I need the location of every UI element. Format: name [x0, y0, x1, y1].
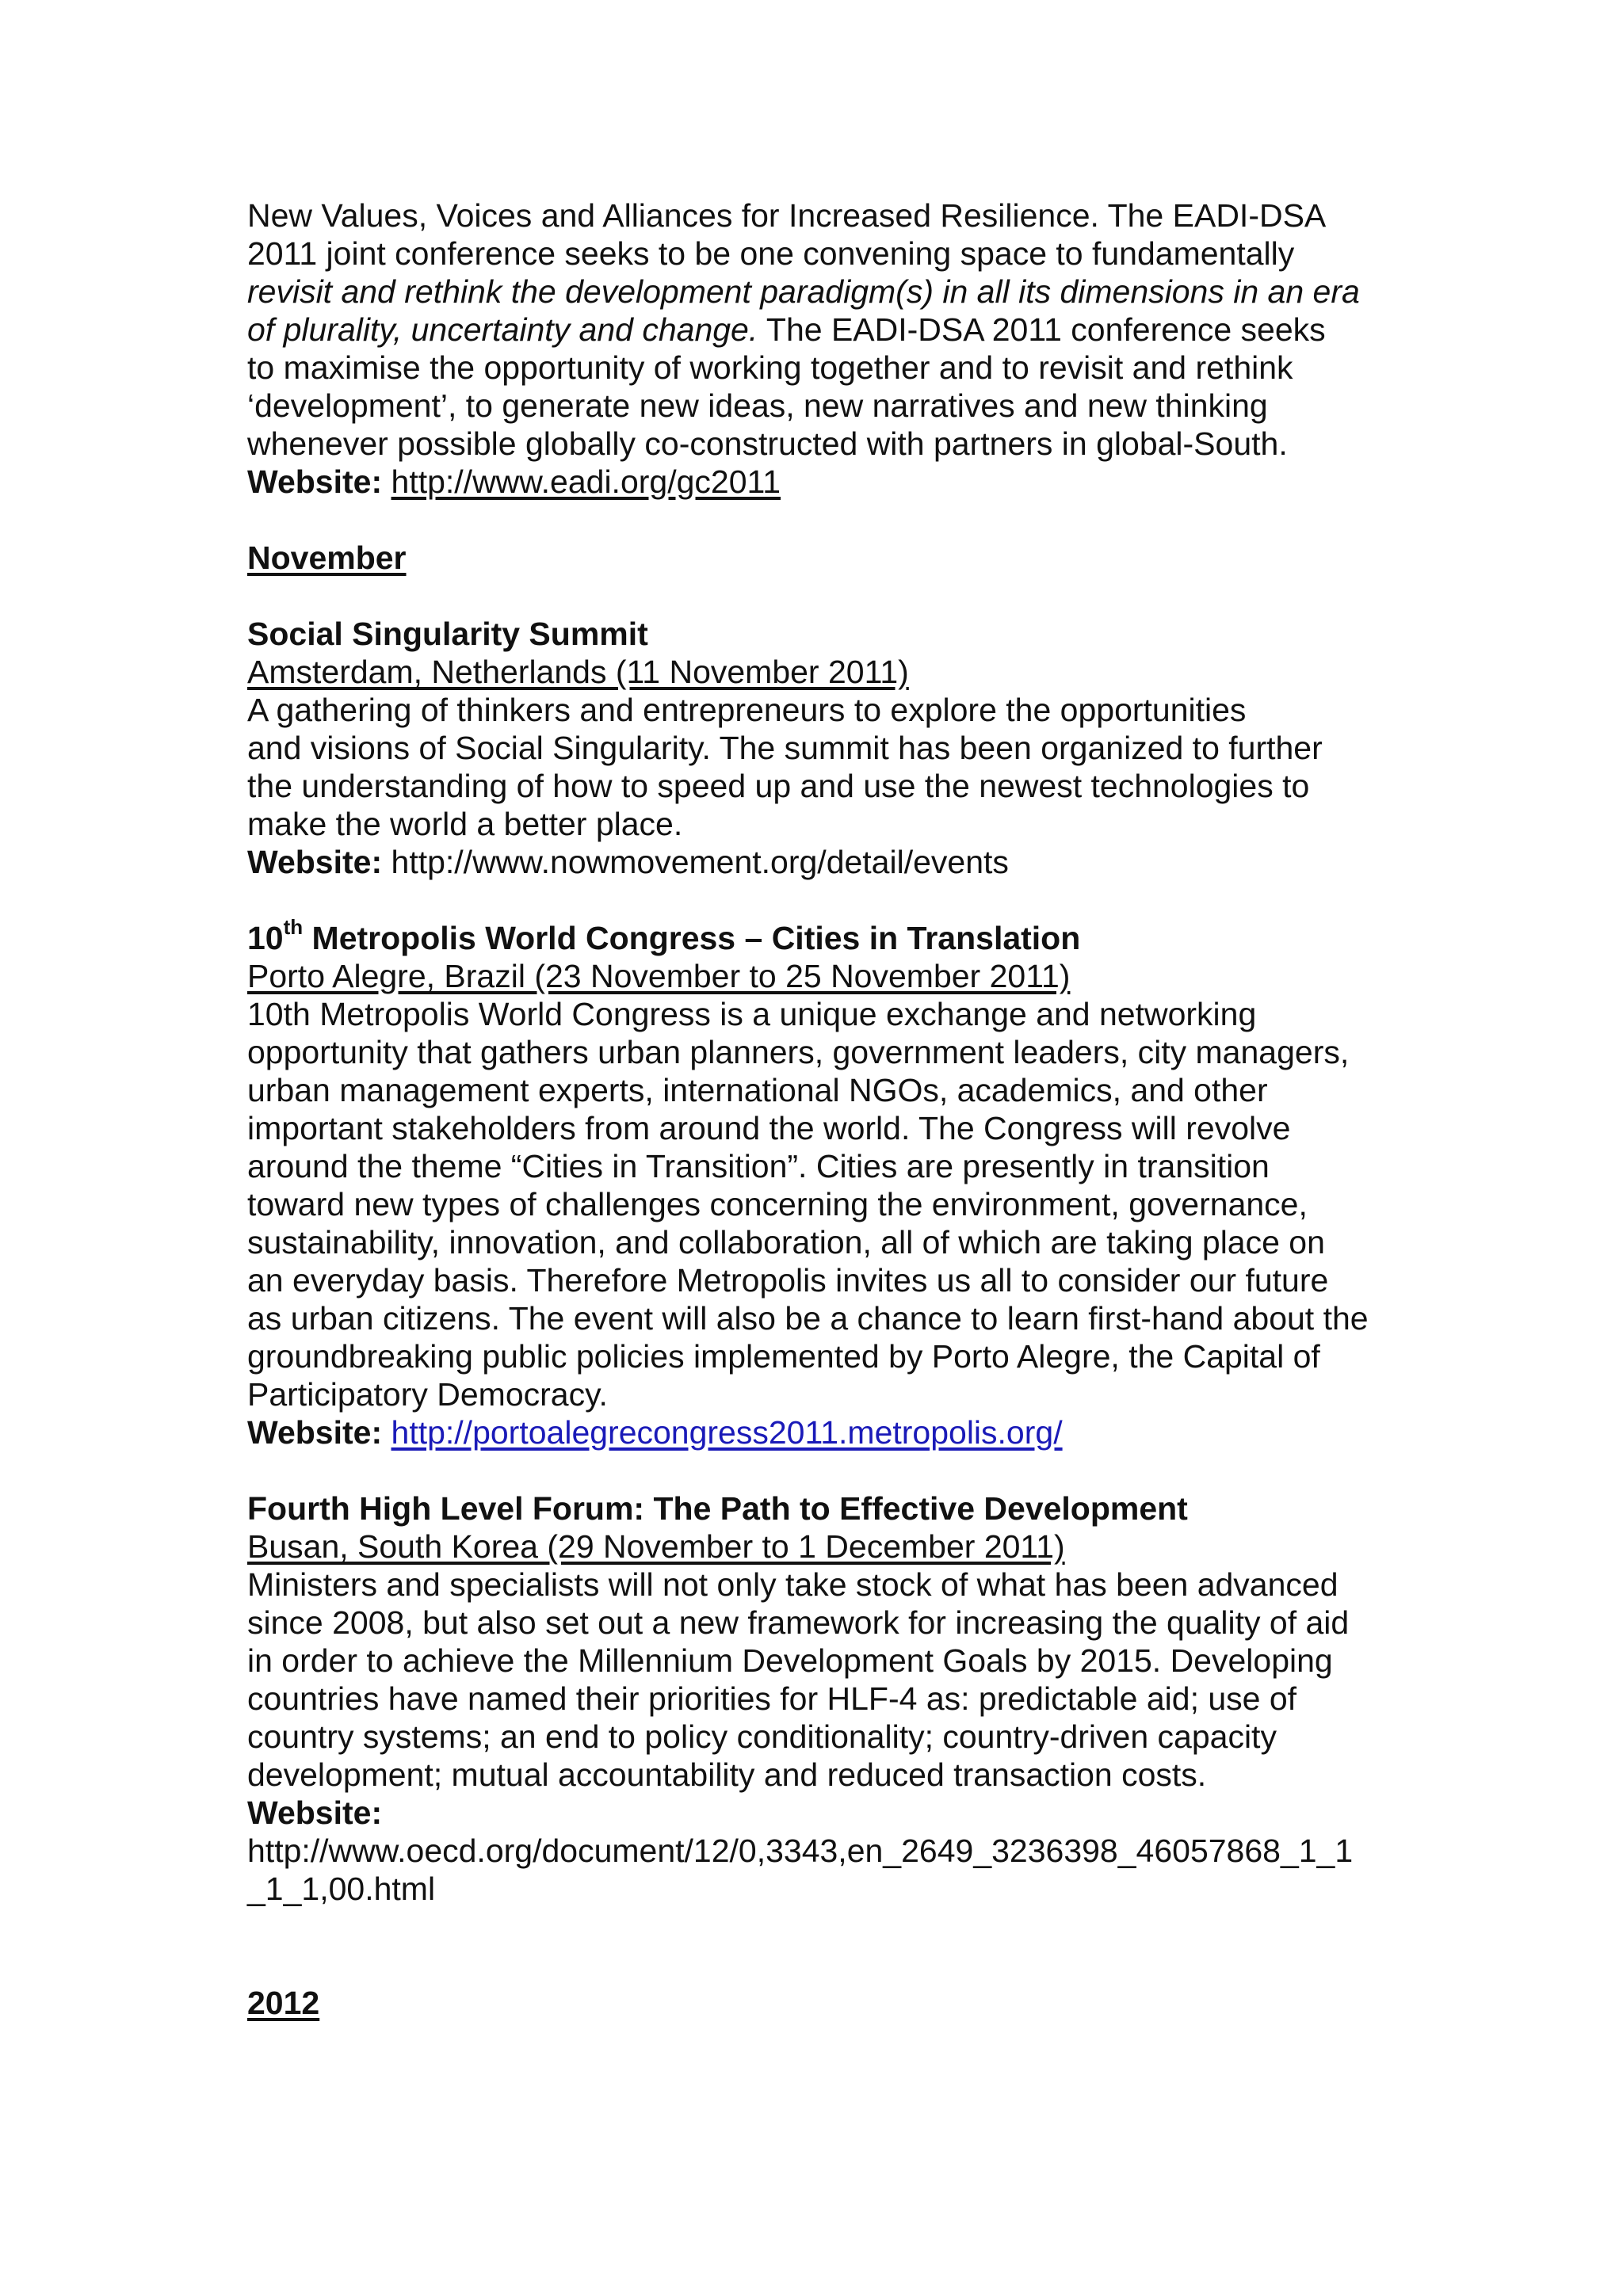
event-description-line: and visions of Social Singularity. The summit has been organized to further: [247, 730, 1323, 766]
event-title: Fourth High Level Forum: The Path to Effective Development: [247, 1490, 1188, 1527]
event-description-line: groundbreaking public policies implemented by Porto Alegre, the Capital of: [247, 1338, 1320, 1375]
intro-line: to maximise the opportunity of working together and to revisit and rethink: [247, 349, 1293, 386]
event-description-line: opportunity that gathers urban planners, government leaders, city managers,: [247, 1034, 1350, 1070]
event-description-line: toward new types of challenges concerning the environment, governance,: [247, 1186, 1308, 1222]
year-heading-2012: 2012: [247, 1985, 320, 2021]
intro-line-italic: revisit and rethink the development paradigm(s) in all its dimensions in an era: [247, 273, 1360, 310]
nowmovement-website-link[interactable]: http://www.nowmovement.org/detail/events: [391, 844, 1009, 880]
event-high-level-forum: [247, 1489, 1396, 1908]
event-description-line: make the world a better place.: [247, 806, 683, 842]
intro-website-row: [247, 463, 1396, 501]
intro-line: whenever possible globally co-constructed with partners in global-South.: [247, 425, 1288, 462]
document-page: [247, 196, 1396, 2022]
event-description-line: sustainability, innovation, and collaboration, all of which are taking place on: [247, 1224, 1325, 1261]
event-description-line: 10th Metropolis World Congress is a unique exchange and networking: [247, 996, 1257, 1032]
event-title-superscript: th: [283, 915, 304, 940]
website-label: Website:: [247, 844, 383, 880]
event-description-line: in order to achieve the Millennium Development Goals by 2015. Developing: [247, 1642, 1333, 1679]
event-description-line: around the theme “Cities in Transition”. Cities are presently in transition: [247, 1148, 1270, 1184]
intro-line: 2011 joint conference seeks to be one convening space to fundamentally: [247, 235, 1295, 272]
website-label: Website:: [247, 1414, 383, 1451]
intro-text: The EADI-DSA 2011 conference seeks: [758, 311, 1326, 348]
metropolis-website-link[interactable]: http://portoalegrecongress2011.metropolis.org/: [391, 1414, 1063, 1451]
event-social-singularity: [247, 615, 1396, 881]
event-description-line: as urban citizens. The event will also be a chance to learn first-hand about the: [247, 1300, 1369, 1337]
event-location: Busan, South Korea (29 November to 1 December 2011): [247, 1528, 1065, 1565]
event-location: Amsterdam, Netherlands (11 November 2011): [247, 654, 909, 690]
intro-italic-phrase: of plurality, uncertainty and change.: [247, 311, 758, 348]
intro-paragraph: [247, 196, 1396, 501]
event-website-row: [247, 1413, 1396, 1451]
event-description-line: an everyday basis. Therefore Metropolis invites us all to consider our future: [247, 1262, 1329, 1299]
event-title-text: Metropolis World Congress – Cities in Translation: [303, 920, 1081, 956]
month-heading-november: November: [247, 540, 407, 576]
event-description-line: the understanding of how to speed up and use the newest technologies to: [247, 768, 1310, 804]
event-metropolis-congress: [247, 915, 1396, 1451]
event-website-row: [247, 843, 1396, 881]
oecd-website-link[interactable]: http://www.oecd.org/document/12/0,3343,en_2649_3236398_46057868_1_1: [247, 1833, 1354, 1869]
event-description-line: Participatory Democracy.: [247, 1376, 608, 1413]
event-title: [247, 915, 1396, 957]
event-description-line: Ministers and specialists will not only take stock of what has been advanced: [247, 1566, 1338, 1603]
event-description-line: important stakeholders from around the world. The Congress will revolve: [247, 1110, 1291, 1146]
event-description-line: countries have named their priorities for HLF-4 as: predictable aid; use of: [247, 1680, 1297, 1717]
eadi-website-link[interactable]: http://www.eadi.org/gc2011: [391, 463, 781, 500]
event-description-line: A gathering of thinkers and entrepreneurs to explore the opportunities: [247, 692, 1247, 728]
event-title: Social Singularity Summit: [247, 616, 648, 652]
intro-line: ‘development’, to generate new ideas, new narratives and new thinking: [247, 387, 1268, 424]
event-description-line: development; mutual accountability and reduced transaction costs.: [247, 1756, 1207, 1793]
website-label: Website:: [247, 1794, 383, 1831]
website-label: Website:: [247, 463, 383, 500]
event-location: Porto Alegre, Brazil (23 November to 25 November 2011): [247, 958, 1071, 994]
oecd-website-link-continued[interactable]: _1_1,00.html: [247, 1871, 436, 1907]
event-title-number: 10: [247, 920, 284, 956]
event-description-line: country systems; an end to policy conditionality; country-driven capacity: [247, 1718, 1277, 1755]
event-description-line: urban management experts, international NGOs, academics, and other: [247, 1072, 1268, 1108]
intro-line: New Values, Voices and Alliances for Increased Resilience. The EADI-DSA: [247, 197, 1327, 234]
event-description-line: since 2008, but also set out a new framework for increasing the quality of aid: [247, 1604, 1350, 1641]
intro-line: [247, 311, 1396, 349]
